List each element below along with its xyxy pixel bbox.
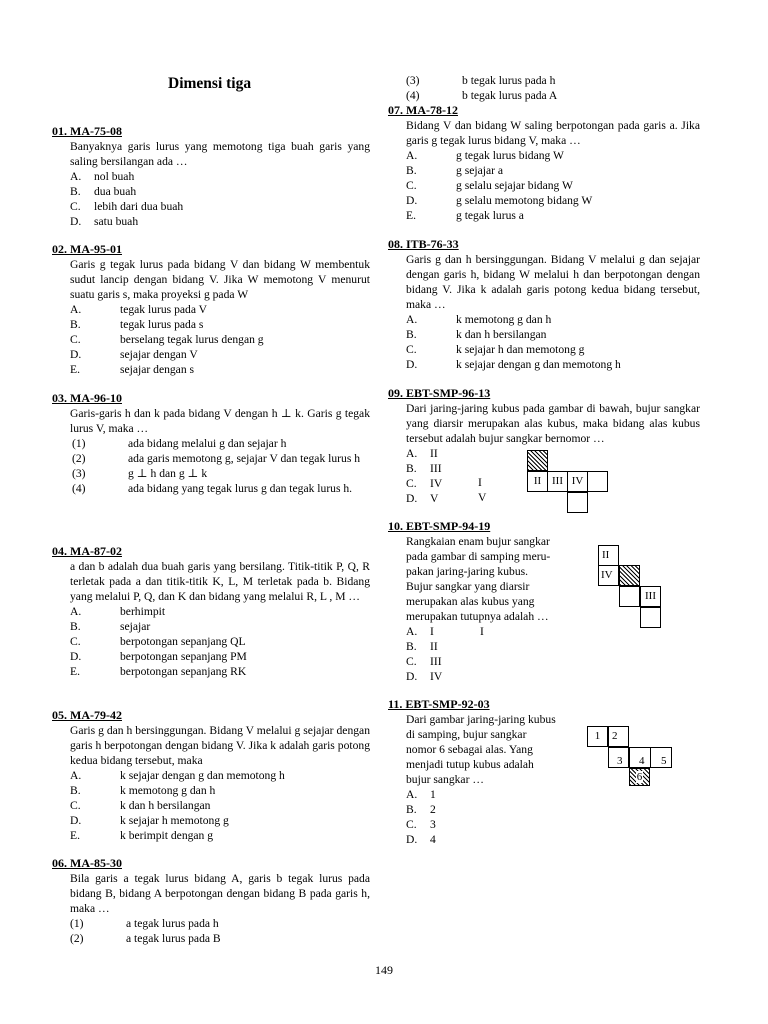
question-body: Banyaknya garis lurus yang memotong tiga buah garis yang saling bersilangan ada … [70, 140, 370, 168]
statement-3: (3) b tegak lurus pada h [406, 74, 556, 87]
question-body-line: pakan jaring-jaring kubus. [406, 565, 529, 578]
option-e: E. k berimpit dengan g [70, 829, 214, 842]
question-body: Garis g tegak lurus pada bidang V dan bidang W membentuk sudut lancip dengan bidang V. Jika W memotong V menurut suatu garis s, maka proyeksi g pada W [70, 258, 370, 301]
question-08 [388, 237, 700, 372]
net-cell: III [640, 586, 661, 607]
net-cell: IV [567, 471, 588, 492]
question-body-line: bujur sangkar … [406, 773, 484, 786]
net-cell-shaded [619, 565, 640, 586]
option-b: B. 2 [406, 803, 436, 816]
question-body: Dari jaring-jaring kubus pada gambar di bawah, bujur sangkar yang diarsir merupakan alas kubus, maka bidang alas kubus tersebut adalah bujur sangkar bernomor … [406, 402, 700, 445]
option-d: D. satu buah [70, 215, 139, 228]
question-header: 05. MA-79-42 [52, 708, 122, 722]
net-cell [619, 586, 640, 607]
page-title: Dimensi tiga [168, 75, 252, 92]
option-d: D. IV [406, 670, 443, 683]
option-c: C. III [406, 655, 442, 668]
option-a: A. II [406, 447, 438, 460]
option-b: B. tegak lurus pada s [70, 318, 204, 331]
page-number: 149 [375, 963, 393, 977]
net-cell-shaded: 6 [629, 768, 650, 786]
question-body-line: nomor 6 sebagai alas. Yang [406, 743, 533, 756]
side-label-i: I [478, 476, 482, 489]
option-a: A. k sejajar dengan g dan memotong h [70, 769, 285, 782]
question-04 [52, 544, 370, 679]
net-cell [640, 607, 661, 628]
option-a: A. berhimpit [70, 605, 166, 618]
question-body-line: Bujur sangkar yang diarsir [406, 580, 530, 593]
option-c: C. berselang tegak lurus dengan g [70, 333, 264, 346]
question-header: 11. EBT-SMP-92-03 [388, 697, 490, 711]
net-cell [587, 471, 608, 492]
option-d: D. k sejajar h memotong g [70, 814, 229, 827]
question-header: 04. MA-87-02 [52, 544, 122, 558]
statement-2: (2) a tegak lurus pada B [70, 932, 221, 945]
net-cell: III [547, 471, 568, 492]
option-b: B. sejajar [70, 620, 151, 633]
statement-1: (1) a tegak lurus pada h [70, 917, 219, 930]
option-b: B. dua buah [70, 185, 137, 198]
option-d: D. g selalu memotong bidang W [406, 194, 593, 207]
option-d: D. 4 [406, 833, 436, 846]
question-header: 06. MA-85-30 [52, 856, 122, 870]
question-body-line: di samping, bujur sangkar [406, 728, 527, 741]
option-d: D. V [406, 492, 439, 505]
option-d: D. k sejajar dengan g dan memotong h [406, 358, 621, 371]
question-10 [388, 519, 700, 684]
question-body-line: merupakan tutupnya adalah … [406, 610, 549, 623]
net-row-labels: 3 4 5 [617, 755, 667, 767]
option-c: C. k sejajar h dan memotong g [406, 343, 585, 356]
net-cell: II [598, 545, 619, 566]
option-a: A. g tegak lurus bidang W [406, 149, 564, 162]
question-header: 09. EBT-SMP-96-13 [388, 386, 491, 400]
question-body: a dan b adalah dua buah garis yang bersilang. Titik-titik P, Q, R terletak pada a dan titik-titik K, L, M terletak pada b. Bidang yang melalui P, Q, dan K dan bidang yang melalui R, L , M … [70, 560, 370, 603]
option-b: B. k dan h bersilangan [406, 328, 547, 341]
statement-1: (1) ada bidang melalui g dan sejajar h [72, 437, 287, 450]
option-a: A. k memotong g dan h [406, 313, 552, 326]
option-c: C. 3 [406, 818, 436, 831]
option-c: C. IV [406, 477, 443, 490]
option-c: C. g selalu sejajar bidang W [406, 179, 573, 192]
option-a: A. I [406, 625, 434, 638]
question-06 [52, 856, 370, 946]
option-d: D. sejajar dengan V [70, 348, 198, 361]
statement-3: (3) g ⊥ h dan g ⊥ k [72, 467, 208, 480]
question-02 [52, 242, 370, 377]
question-header: 08. ITB-76-33 [388, 237, 459, 251]
option-c: C. berpotongan sepanjang QL [70, 635, 246, 648]
option-b: B. III [406, 462, 442, 475]
question-body-line: menjadi tutup kubus adalah [406, 758, 534, 771]
option-b: B. g sejajar a [406, 164, 503, 177]
option-c: C. lebih dari dua buah [70, 200, 184, 213]
option-a: A. tegak lurus pada V [70, 303, 208, 316]
option-c: C. k dan h bersilangan [70, 799, 211, 812]
statement-4: (4) b tegak lurus pada A [406, 89, 558, 102]
side-label-v: V [478, 491, 487, 504]
question-06-continued [388, 73, 700, 103]
net-cell: 2 [608, 726, 629, 747]
option-a: A. nol buah [70, 170, 135, 183]
question-body: Garis g dan h bersinggungan. Bidang V melalui g sejajar dengan garis h berpotongan dengan bidang V. Jika k adalah garis potong kedua bidang tersebut, maka [70, 724, 370, 767]
option-b: B. II [406, 640, 438, 653]
net-cell: II [527, 471, 548, 492]
question-body: Bila garis a tegak lurus bidang A, garis b tegak lurus pada bidang B, bidang A berpotongan dengan bidang B pada garis h, maka … [70, 872, 370, 915]
statement-4: (4) ada bidang yang tegak lurus g dan tegak lurus h. [72, 482, 353, 495]
option-d: D. berpotongan sepanjang PM [70, 650, 247, 663]
question-03 [52, 391, 370, 496]
net-cell: 1 [587, 726, 608, 747]
side-label-i: I [480, 625, 484, 638]
question-header: 02. MA-95-01 [52, 242, 122, 256]
question-header: 07. MA-78-12 [388, 103, 458, 117]
question-body-line: merupakan alas kubus yang [406, 595, 535, 608]
net-cell: IV [598, 565, 619, 586]
net-cell [567, 492, 588, 513]
question-header: 01. MA-75-08 [52, 124, 122, 138]
option-e: E. sejajar dengan s [70, 363, 195, 376]
question-body: Bidang V dan bidang W saling berpotongan pada garis a. Jika garis g tegak lurus bidang V, maka … [406, 119, 700, 147]
question-body-line: pada gambar di samping meru- [406, 550, 551, 563]
question-body: Garis g dan h bersinggungan. Bidang V melalui g dan sejajar dengan garis h, bidang W melalui h dan berpotongan dengan bidang V. Jika k adalah garis potong kedua bidang tersebut, maka … [406, 253, 700, 311]
question-header: 10. EBT-SMP-94-19 [388, 519, 491, 533]
question-05 [52, 708, 370, 843]
question-01 [52, 124, 370, 229]
option-e: E. g tegak lurus a [406, 209, 524, 222]
option-e: E. berpotongan sepanjang RK [70, 665, 247, 678]
option-b: B. k memotong g dan h [70, 784, 216, 797]
question-body-line: Dari gambar jaring-jaring kubus [406, 713, 556, 726]
question-09 [388, 386, 700, 506]
statement-2: (2) ada garis memotong g, sejajar V dan tegak lurus h [72, 452, 361, 465]
question-body-line: Rangkaian enam bujur sangkar [406, 535, 550, 548]
option-a: A. 1 [406, 788, 436, 801]
net-cell-shaded [527, 450, 548, 471]
question-07 [388, 103, 700, 223]
question-11 [388, 697, 700, 847]
question-header: 03. MA-96-10 [52, 391, 122, 405]
question-body: Garis-garis h dan k pada bidang V dengan h ⊥ k. Garis g tegak lurus V, maka … [70, 407, 370, 435]
